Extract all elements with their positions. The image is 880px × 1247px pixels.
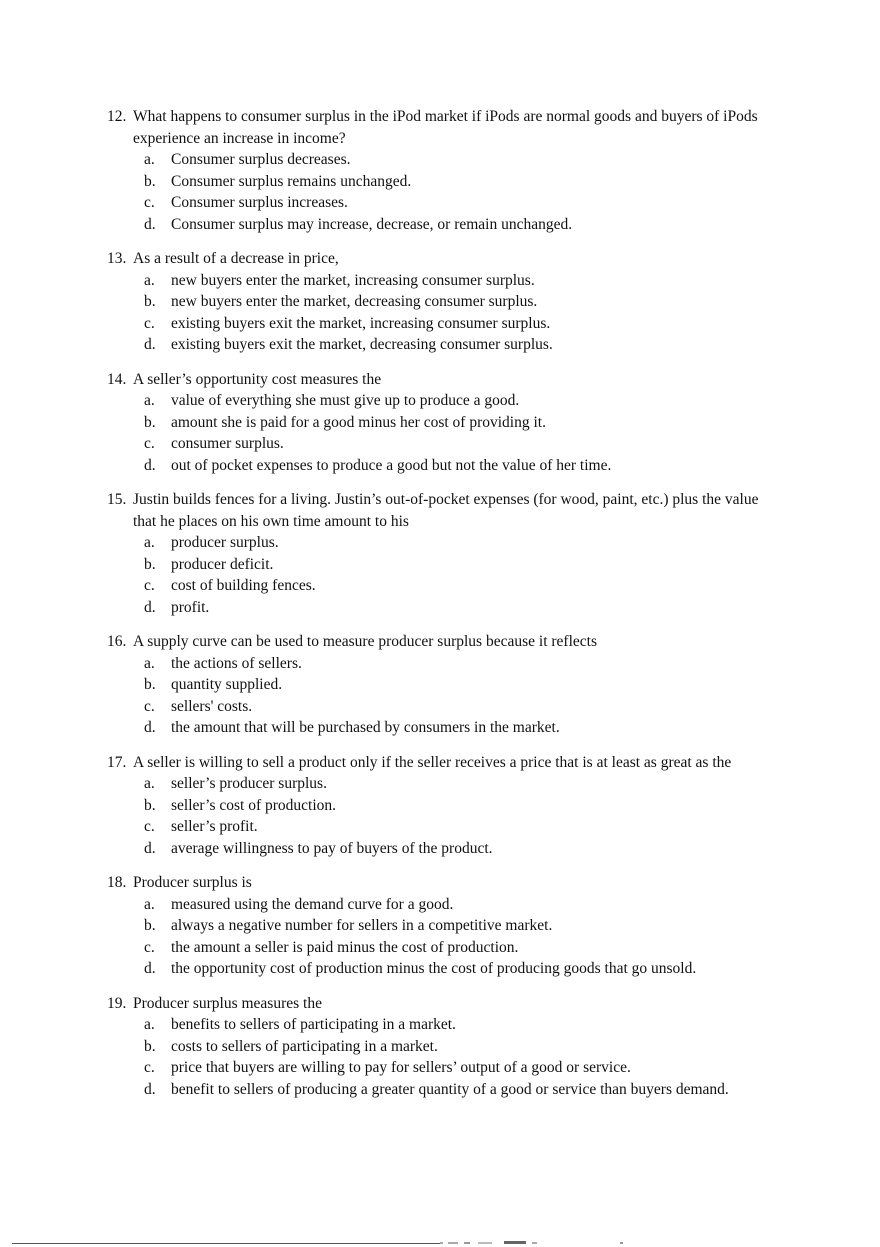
answer-option (144, 532, 775, 554)
question-stem (107, 631, 775, 653)
answer-option (144, 390, 775, 412)
question-stem (107, 369, 775, 391)
option-text: existing buyers exit the market, decreasing consumer surplus. (171, 336, 553, 353)
footer-scan-marks (440, 1241, 630, 1245)
option-text: existing buyers exit the market, increasing consumer surplus. (171, 314, 551, 332)
option-text: sellers' costs. (171, 697, 253, 715)
option-letter: a. (144, 654, 155, 672)
option-text: out of pocket expenses to produce a good but not the value of her time. (171, 456, 612, 474)
answer-option (144, 270, 775, 292)
question-text: What happens to consumer surplus in the iPod market if iPods are normal goods and buyers of iPods experience an increase in income? (133, 108, 758, 147)
question-number: 12. (107, 108, 127, 125)
option-text: producer surplus. (171, 534, 279, 551)
footer-rule (12, 1243, 440, 1244)
option-letter: c. (144, 697, 155, 715)
answer-option (144, 412, 775, 434)
option-letter: b. (144, 676, 156, 693)
question-stem (107, 752, 775, 774)
option-letter: d. (144, 215, 156, 233)
answer-option (144, 937, 775, 959)
option-letter: a. (144, 151, 155, 168)
option-letter: b. (144, 796, 156, 814)
question-item (107, 872, 775, 980)
option-text: costs to sellers of participating in a market. (171, 1037, 438, 1055)
option-text: profit. (171, 598, 210, 616)
answer-option (144, 214, 775, 236)
answer-option (144, 816, 775, 838)
answer-option (144, 1057, 775, 1079)
answer-options (107, 773, 775, 859)
question-item (107, 248, 775, 356)
option-letter: a. (144, 895, 155, 913)
answer-option (144, 171, 775, 193)
option-letter: d. (144, 336, 156, 353)
question-number: 13. (107, 250, 127, 267)
question-item (107, 369, 775, 477)
answer-option (144, 575, 775, 597)
option-letter: a. (144, 1016, 155, 1033)
answer-options (107, 532, 775, 618)
question-stem (107, 872, 775, 894)
option-letter: c. (144, 818, 155, 835)
option-text: cost of building fences. (171, 577, 316, 594)
option-text: measured using the demand curve for a good. (171, 895, 454, 913)
question-text: Justin builds fences for a living. Justin’s out-of-pocket expenses (for wood, paint, etc.) plus the value that he places on his own time amount to his (133, 491, 759, 530)
answer-option (144, 313, 775, 335)
question-item (107, 752, 775, 860)
option-letter: c. (144, 938, 155, 956)
answer-option (144, 433, 775, 455)
option-text: amount she is paid for a good minus her cost of providing it. (171, 413, 546, 431)
option-text: Consumer surplus decreases. (171, 151, 351, 168)
question-text: Producer surplus is (133, 874, 252, 891)
answer-option (144, 696, 775, 718)
option-letter: a. (144, 534, 155, 551)
question-stem (107, 993, 775, 1015)
option-letter: b. (144, 293, 156, 310)
option-text: average willingness to pay of buyers of the product. (171, 839, 493, 857)
answer-option (144, 773, 775, 795)
option-letter: a. (144, 392, 155, 409)
answer-option (144, 894, 775, 916)
question-number: 16. (107, 633, 127, 650)
question-list (107, 106, 775, 1113)
option-text: the opportunity cost of production minus the cost of producing goods that go unsold. (171, 960, 697, 977)
answer-options (107, 653, 775, 739)
answer-option (144, 455, 775, 477)
question-item (107, 489, 775, 618)
answer-option (144, 1014, 775, 1036)
option-text: new buyers enter the market, increasing consumer surplus. (171, 271, 535, 289)
question-item (107, 993, 775, 1101)
option-text: producer deficit. (171, 555, 274, 573)
answer-option (144, 1079, 775, 1101)
option-letter: b. (144, 1037, 156, 1055)
option-letter: b. (144, 555, 156, 573)
question-number: 18. (107, 874, 127, 891)
option-text: always a negative number for sellers in a competitive market. (171, 917, 553, 934)
option-letter: c. (144, 1059, 155, 1076)
option-letter: d. (144, 960, 156, 977)
answer-option (144, 334, 775, 356)
option-letter: c. (144, 435, 155, 452)
question-number: 19. (107, 994, 127, 1012)
question-text: A seller’s opportunity cost measures the (133, 370, 382, 388)
answer-option (144, 674, 775, 696)
option-letter: d. (144, 839, 156, 857)
option-text: the amount that will be purchased by consumers in the market. (171, 719, 560, 736)
option-letter: d. (144, 456, 156, 474)
option-letter: c. (144, 314, 155, 332)
question-stem (107, 248, 775, 270)
option-text: value of everything she must give up to produce a good. (171, 392, 520, 409)
option-letter: c. (144, 577, 155, 594)
question-number: 17. (107, 753, 127, 771)
answer-option (144, 1036, 775, 1058)
answer-options (107, 270, 775, 356)
option-text: the actions of sellers. (171, 654, 302, 672)
answer-option (144, 795, 775, 817)
answer-options (107, 149, 775, 235)
question-text: Producer surplus measures the (133, 994, 322, 1012)
option-text: Consumer surplus increases. (171, 194, 348, 211)
option-text: benefit to sellers of producing a greater quantity of a good or service than buyers demand. (171, 1080, 729, 1098)
question-stem (107, 106, 775, 149)
answer-option (144, 958, 775, 980)
answer-options (107, 390, 775, 476)
option-letter: b. (144, 413, 156, 431)
option-text: quantity supplied. (171, 676, 283, 693)
option-letter: b. (144, 917, 156, 934)
option-letter: d. (144, 719, 156, 736)
answer-option (144, 554, 775, 576)
answer-option (144, 915, 775, 937)
answer-option (144, 192, 775, 214)
answer-options (107, 1014, 775, 1100)
question-text: A supply curve can be used to measure producer surplus because it reflects (133, 633, 597, 650)
option-text: seller’s producer surplus. (171, 775, 327, 792)
answer-option (144, 149, 775, 171)
option-letter: d. (144, 598, 156, 616)
answer-option (144, 653, 775, 675)
question-text: A seller is willing to sell a product only if the seller receives a price that is at least as great as the (133, 753, 732, 771)
option-text: Consumer surplus may increase, decrease, or remain unchanged. (171, 215, 573, 233)
option-text: price that buyers are willing to pay for sellers’ output of a good or service. (171, 1059, 631, 1076)
option-text: seller’s profit. (171, 818, 258, 835)
answer-options (107, 894, 775, 980)
option-letter: a. (144, 271, 155, 289)
question-item (107, 631, 775, 739)
question-item (107, 106, 775, 235)
question-number: 15. (107, 491, 127, 508)
option-text: benefits to sellers of participating in a market. (171, 1016, 456, 1033)
answer-option (144, 838, 775, 860)
option-letter: b. (144, 172, 156, 190)
question-number: 14. (107, 370, 127, 388)
option-text: new buyers enter the market, decreasing consumer surplus. (171, 293, 538, 310)
option-letter: a. (144, 775, 155, 792)
option-letter: d. (144, 1080, 156, 1098)
option-letter: c. (144, 194, 155, 211)
option-text: consumer surplus. (171, 435, 284, 452)
option-text: seller’s cost of production. (171, 796, 337, 814)
question-stem (107, 489, 775, 532)
answer-option (144, 597, 775, 619)
option-text: the amount a seller is paid minus the cost of production. (171, 938, 519, 956)
answer-option (144, 717, 775, 739)
answer-option (144, 291, 775, 313)
option-text: Consumer surplus remains unchanged. (171, 172, 412, 190)
question-text: As a result of a decrease in price, (133, 250, 339, 267)
